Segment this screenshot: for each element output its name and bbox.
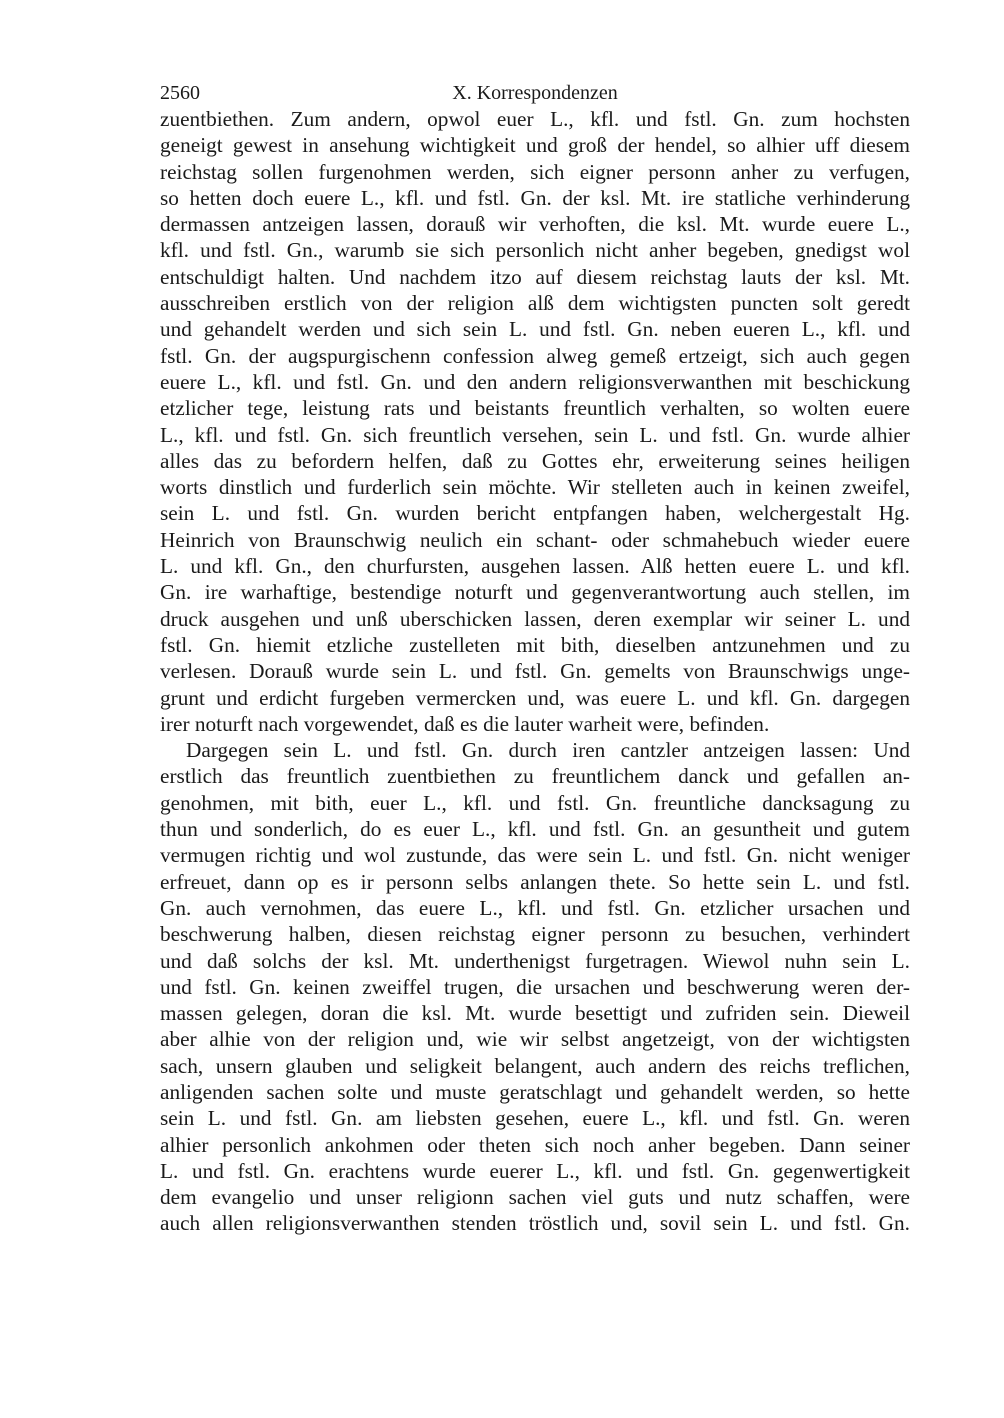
text-line: ausschreiben erstlich von der religion alß dem wichtigsten puncten solt geredt: [160, 291, 910, 316]
text-line: genohmen, mit bith, euer L., kfl. und fstl. Gn. freuntliche dancksagung zu: [160, 790, 910, 815]
page-number: 2560: [160, 82, 200, 104]
text-line: alles das zu befordern helfen, daß zu Gottes ehr, erweiterung seines heiligen: [160, 448, 910, 473]
text-line: irer noturft nach vorgewendet, daß es die lauter warheit were, befinden.: [160, 711, 770, 736]
text-line: vermugen richtig und wol zustunde, das were sein L. und fstl. Gn. nicht weniger: [160, 843, 910, 868]
text-line: verlesen. Dorauß wurde sein L. und fstl. Gn. gemelts von Braunschwigs unge-: [160, 659, 910, 684]
text-line: anligenden sachen solte und muste geratschlagt und gehandelt werden, so hette: [160, 1079, 910, 1104]
text-line: fstl. Gn. hiemit etzliche zustelleten mit bith, dieselben antzunehmen und zu: [160, 632, 910, 657]
text-line: alhier personlich ankohmen oder theten sich noch anher begeben. Dann seiner: [160, 1132, 910, 1157]
text-line: sein L. und fstl. Gn. am liebsten gesehen, euere L., kfl. und fstl. Gn. weren: [160, 1106, 910, 1131]
text-line: beschwerung halben, diesen reichstag eigner personn zu besuchen, verhindert: [160, 922, 910, 947]
text-line: Heinrich von Braunschwig neulich ein schant- oder schmahebuch wieder euere: [160, 527, 910, 552]
paragraph: [160, 737, 910, 1237]
text-line: kfl. und fstl. Gn., warumb sie sich personlich nicht anher begeben, gnedigst wol: [160, 238, 910, 263]
text-line: erstlich das freuntlich zuentbiethen zu freuntlichem danck und gefallen an-: [160, 764, 910, 789]
text-line: aber alhie von der religion und, wie wir selbst angetzeigt, von der wichtigsten: [160, 1027, 910, 1052]
text-line: L. und fstl. Gn. erachtens wurde euerer L., kfl. und fstl. Gn. gegenwertigkeit: [160, 1158, 910, 1183]
text-line: erfreuet, dann op es ir personn selbs anlangen thete. So hette sein L. und fstl.: [160, 869, 910, 894]
book-page: [160, 80, 910, 1237]
text-line: entschuldigt halten. Und nachdem itzo auf diesem reichstag lauts der ksl. Mt.: [160, 264, 910, 289]
text-line: L., kfl. und fstl. Gn. sich freuntlich versehen, sein L. und fstl. Gn. wurde alhier: [160, 422, 910, 447]
text-line: geneigt gewest in ansehung wichtigkeit und groß der hendel, so alhier uff diesem: [160, 133, 910, 158]
text-line: Gn. auch vernohmen, das euere L., kfl. und fstl. Gn. etzlicher ursachen und: [160, 895, 910, 920]
text-line: L. und kfl. Gn., den churfursten, ausgehen lassen. Alß hetten euere L. und kfl.: [160, 554, 910, 579]
text-line: massen gelegen, doran die ksl. Mt. wurde besettigt und zufriden sein. Dieweil: [160, 1001, 910, 1026]
text-line: grunt und erdicht furgeben vermercken und, was euere L. und kfl. Gn. dargegen: [160, 685, 910, 710]
text-line: etzlicher tege, leistung rats und beistants freuntlich verhalten, so wolten euere: [160, 396, 910, 421]
text-line: dem evangelio und unser religionn sachen viel guts und nutz schaffen, were: [160, 1185, 910, 1210]
text-line: druck ausgehen und unß uberschicken lassen, deren exemplar wir seiner L. und: [160, 606, 910, 631]
text-line: zuentbiethen. Zum andern, opwol euer L., kfl. und fstl. Gn. zum hochsten: [160, 107, 910, 131]
text-line: sach, unsern glauben und seligkeit belangent, auch andern des reichs treflichen,: [160, 1053, 910, 1078]
text-line: und daß solchs der ksl. Mt. underthenigst furgetragen. Wiewol nuhn sein L.: [160, 948, 910, 973]
paragraph: [160, 106, 910, 737]
text-line: sein L. und fstl. Gn. wurden bericht entpfangen haben, welchergestalt Hg.: [160, 501, 910, 526]
text-line: und gehandelt werden und sich sein L. und fstl. Gn. neben eueren L., kfl. und: [160, 317, 910, 342]
body-text: [160, 106, 910, 1237]
text-line: Gn. ire warhaftige, bestendige noturft und gegenverantwortung auch stellen, im: [160, 580, 910, 605]
text-line: Dargegen sein L. und fstl. Gn. durch iren cantzler antzeigen lassen: Und: [186, 738, 910, 763]
running-title: X. Korrespondenzen: [452, 82, 618, 104]
text-line: worts dinstlich und furderlich sein möchte. Wir stelleten auch in keinen zweifel,: [160, 475, 910, 500]
text-line: thun und sonderlich, do es euer L., kfl. und fstl. Gn. an gesuntheit und gutem: [160, 817, 910, 842]
running-head: [160, 80, 910, 106]
text-line: auch allen religionsverwanthen stenden tröstlich und, sovil sein L. und fstl. Gn.: [160, 1211, 910, 1236]
text-line: so hetten doch euere L., kfl. und fstl. Gn. der ksl. Mt. ire statliche verhinderung: [160, 185, 910, 210]
text-line: euere L., kfl. und fstl. Gn. und den andern religionsverwanthen mit beschickung: [160, 369, 910, 394]
text-line: fstl. Gn. der augspurgischenn confession alweg gemeß ertzeigt, sich auch gegen: [160, 343, 910, 368]
text-line: dermassen antzeigen lassen, dorauß wir verhoften, die ksl. Mt. wurde euere L.,: [160, 212, 910, 237]
text-line: reichstag sollen furgenohmen werden, sich eigner personn anher zu verfugen,: [160, 159, 910, 184]
text-line: und fstl. Gn. keinen zweiffel trugen, die ursachen und beschwerung weren der-: [160, 974, 910, 999]
